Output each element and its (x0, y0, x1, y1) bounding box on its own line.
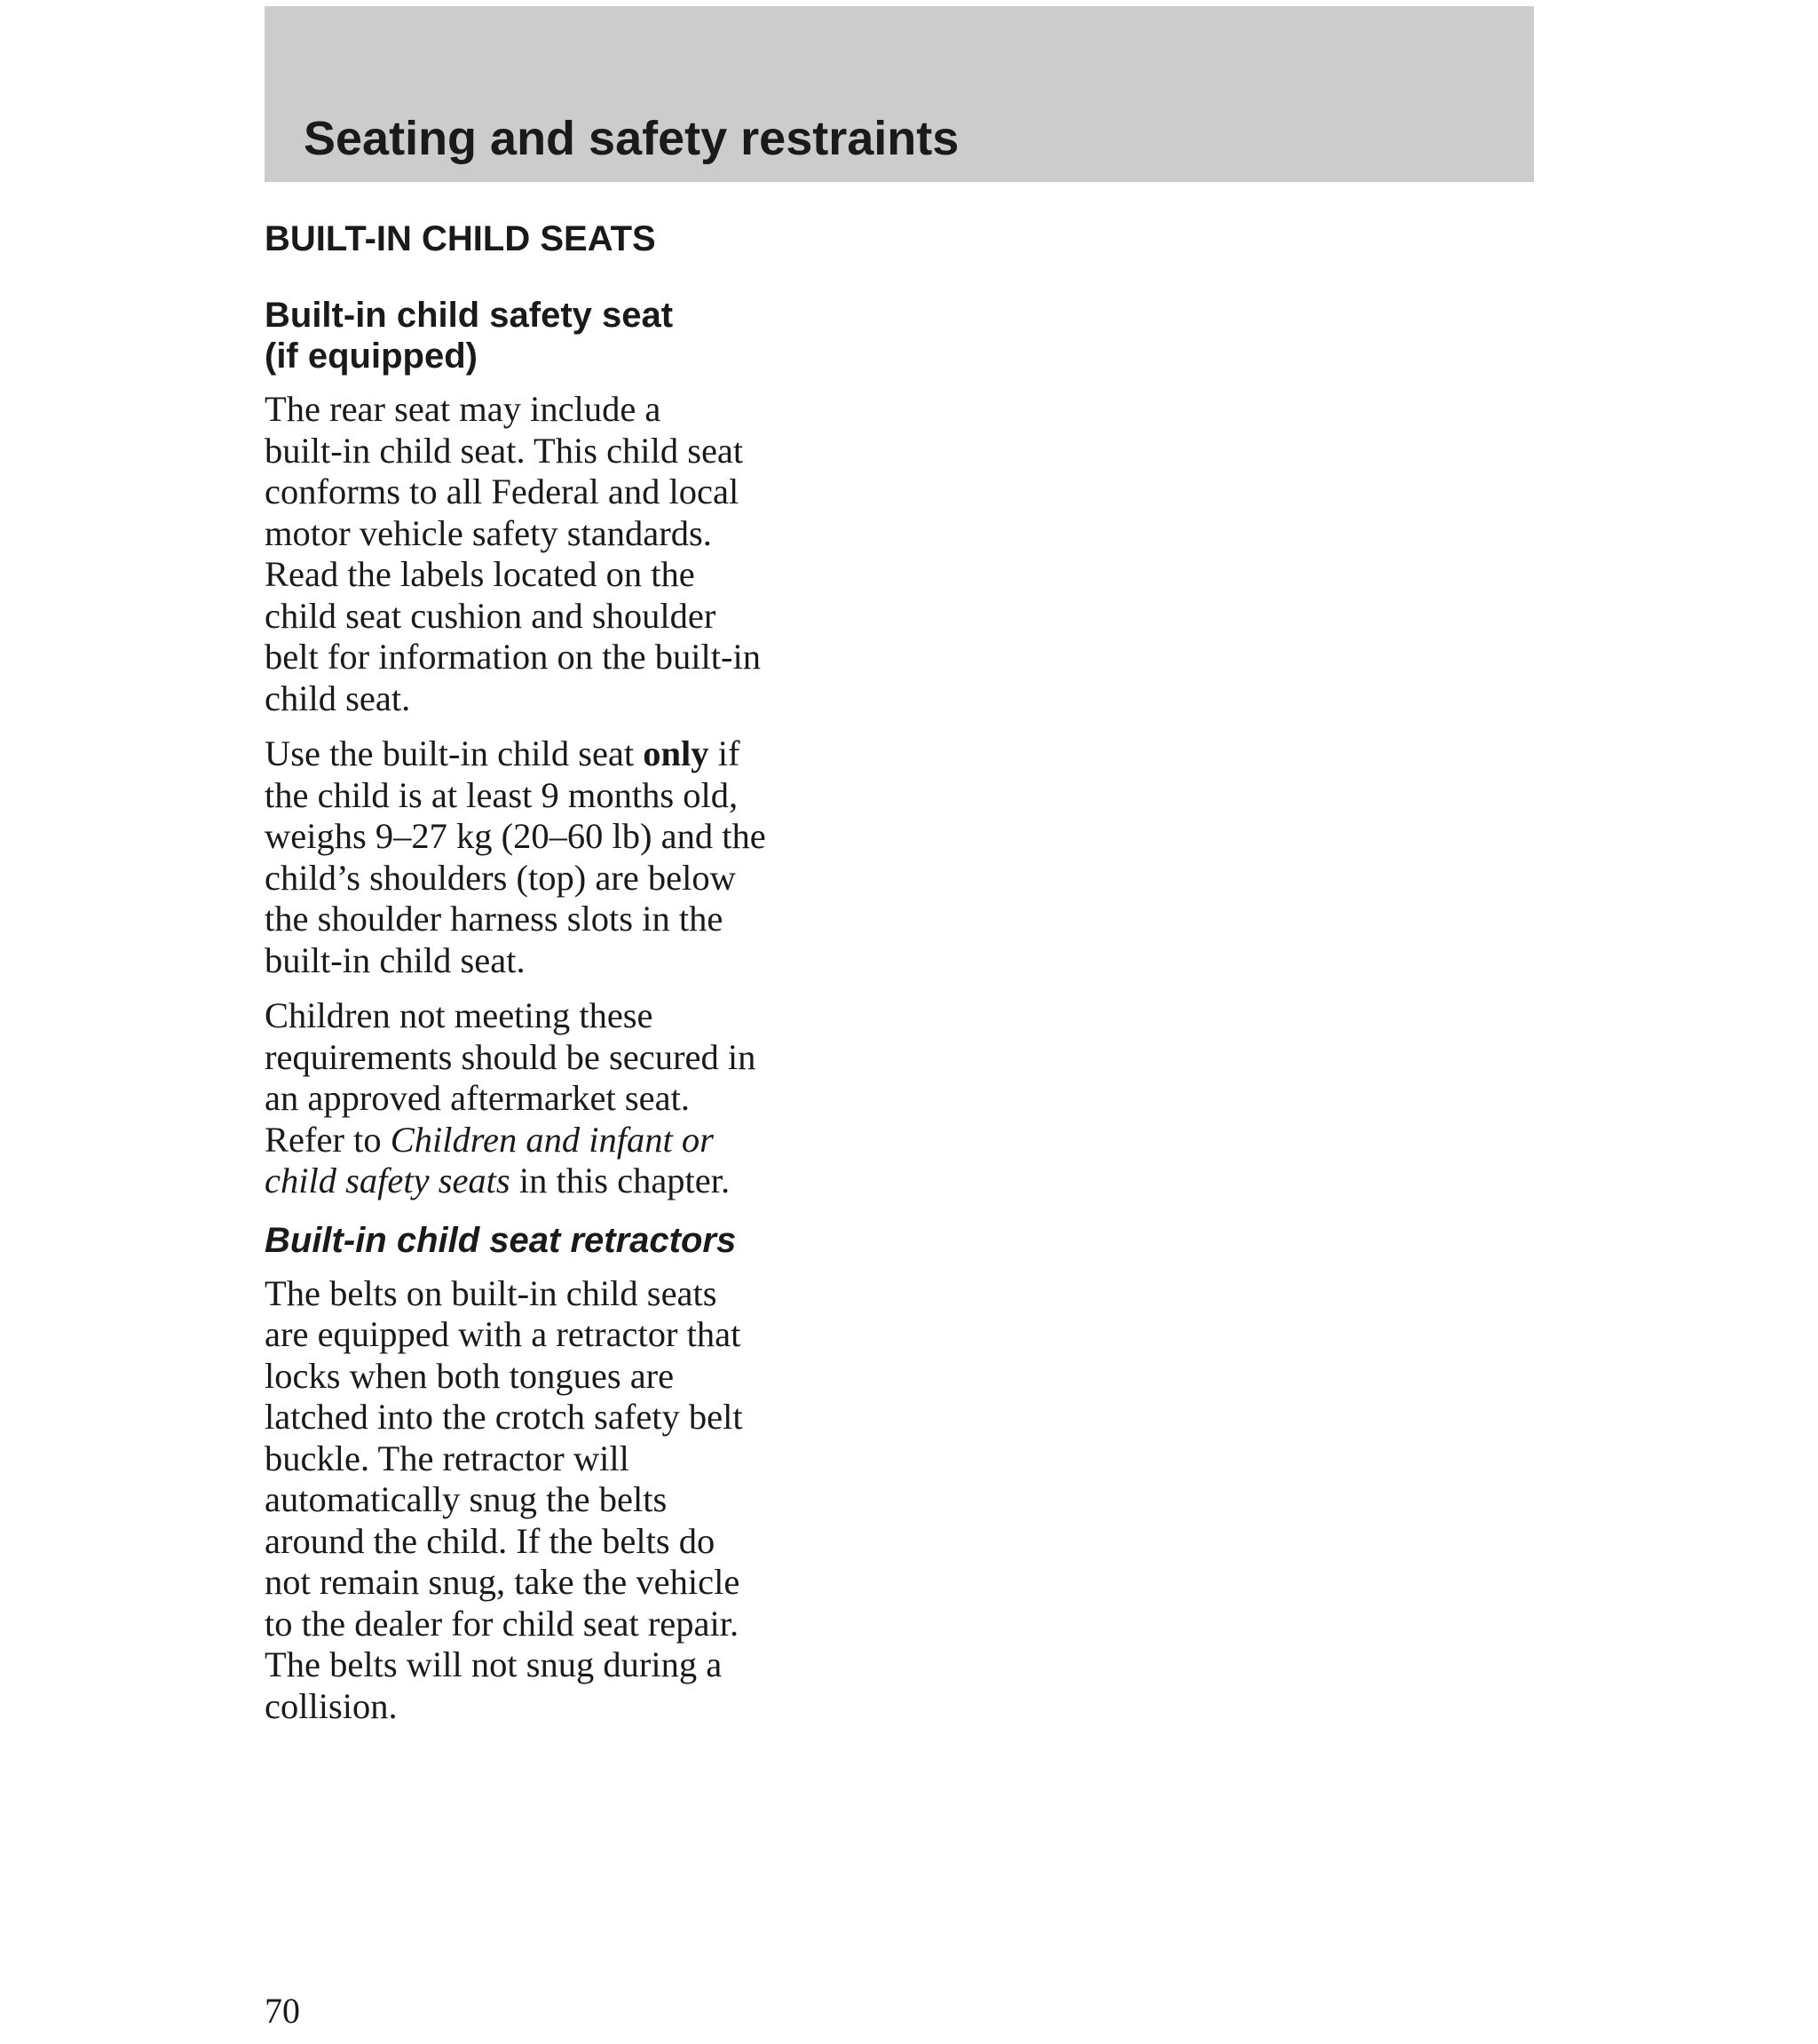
chapter-title: Seating and safety restraints (304, 112, 960, 165)
body-paragraph-intro: The rear seat may include a built-in child seat. This child seat conforms to all Federal and local motor vehicle safety standards. Read the labels located on the child seat cushion and shoulder belt for information on the built-in child seat. (265, 389, 762, 718)
page-content (265, 218, 904, 1727)
cross-reference: Children and infant or child safety seats (265, 1119, 714, 1200)
retractors-heading: Built-in child seat retractors (265, 1220, 737, 1260)
body-paragraph-retractors: The belts on built-in child seats are equipped with a retractor that locks when both tongues are latched into the crotch safety belt buckle. The retractor will automatically snug the belts around the child. If the belts do not remain snug, take the vehicle to the dealer for child seat repair. The belts will not snug during a collision. (265, 1272, 743, 1726)
subsection-heading: Built-in child safety seat (if equipped) (265, 296, 674, 376)
emphasis-only: only (643, 733, 709, 773)
section-heading: BUILT-IN CHILD SEATS (265, 219, 656, 258)
body-paragraph-requirements (265, 995, 904, 1202)
requirements-text-start: Children not meeting these requirements should be secured in an approved aftermarket seat. Refer to (265, 995, 756, 1160)
usage-text-end: if the child is at least 9 months old, weighs 9–27 kg (20–60 lb) and the child’s shoulders (top) are below the shoulder harness slots in the built-in child seat. (265, 733, 766, 980)
body-paragraph-usage (265, 733, 904, 981)
requirements-text-end: in this chapter. (510, 1161, 731, 1200)
page-number: 70 (265, 1991, 300, 2031)
usage-text-start: Use the built-in child seat (265, 733, 644, 773)
